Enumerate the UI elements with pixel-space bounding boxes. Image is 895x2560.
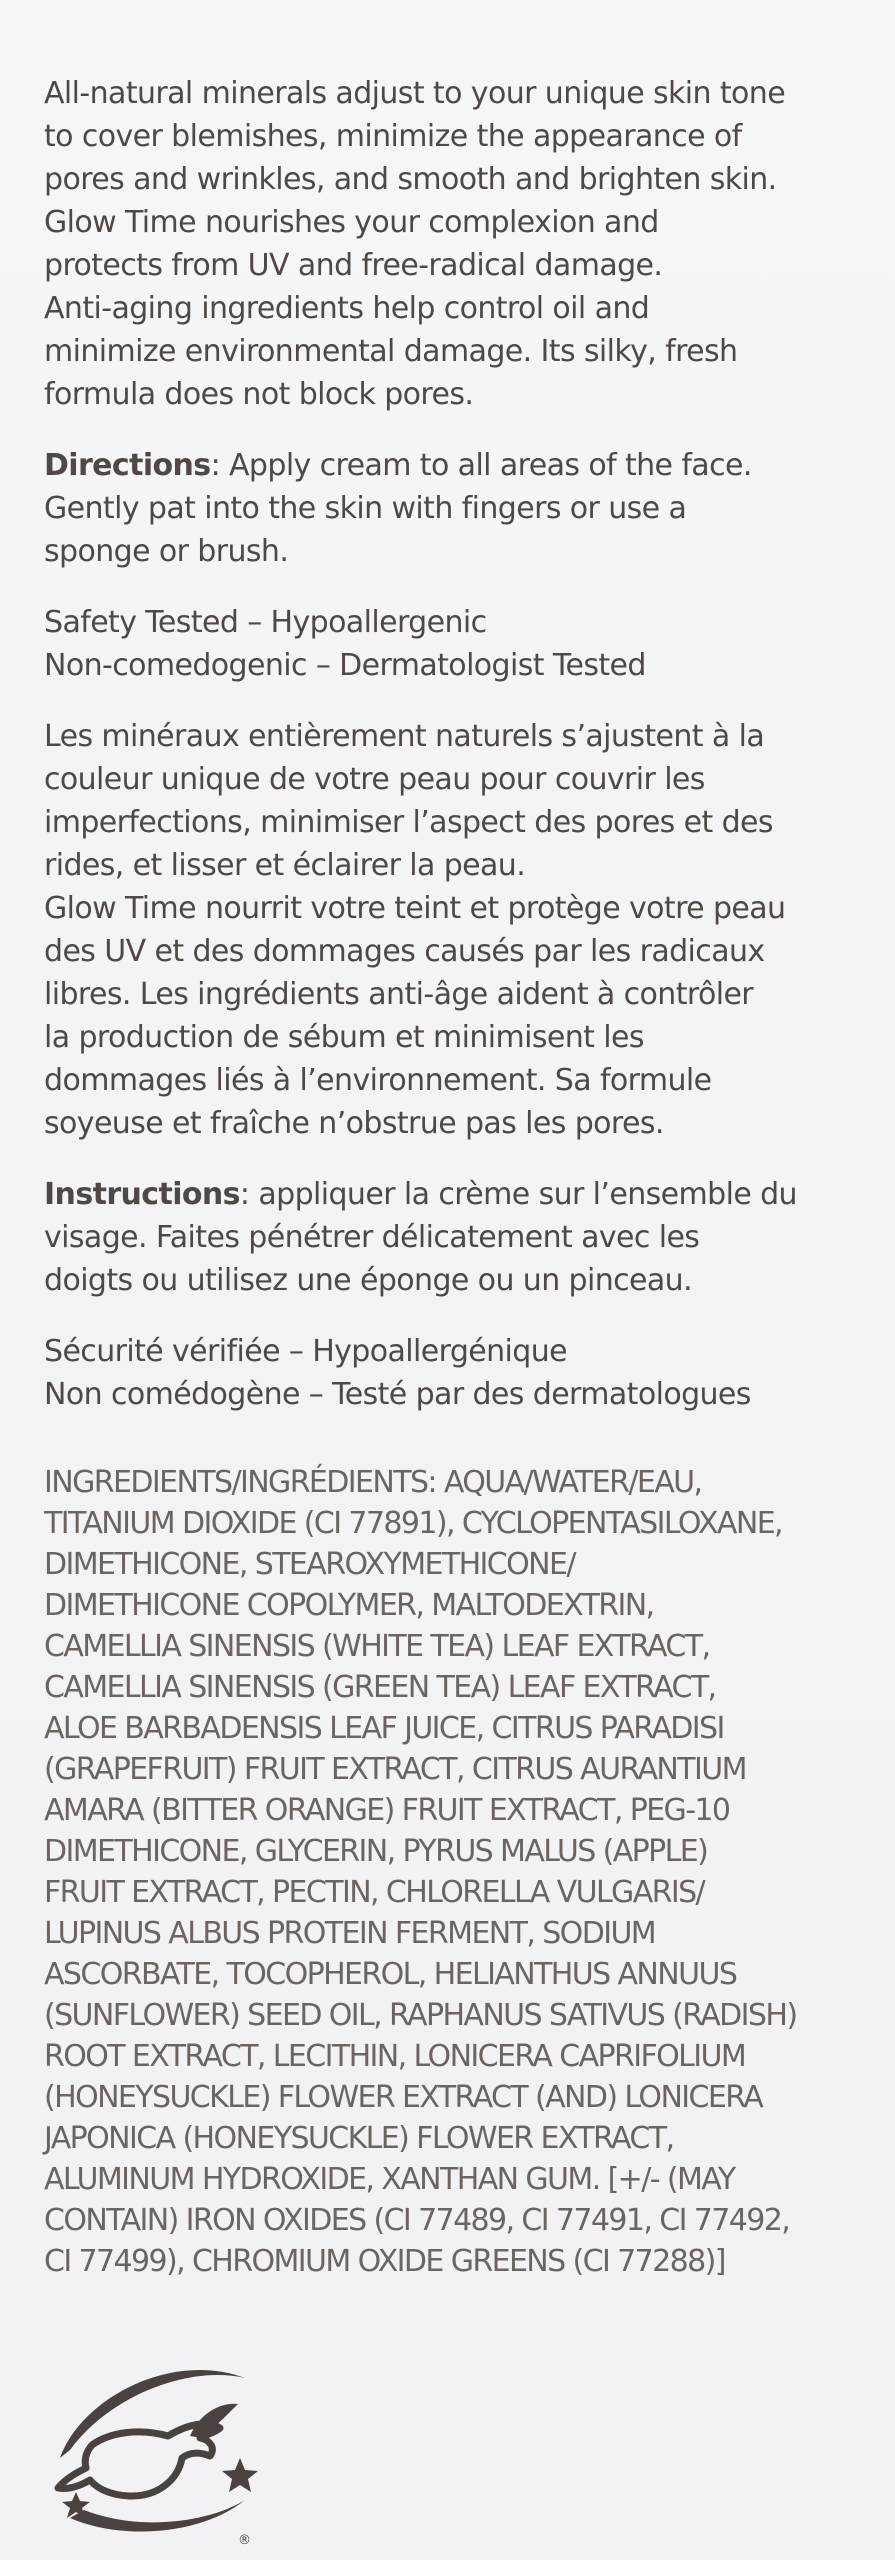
french-instructions (44, 1173, 859, 1302)
directions-text: : Apply cream to all areas of the face. (210, 448, 752, 483)
text-line: formula does not block pores. (44, 377, 474, 412)
text-line (44, 444, 859, 487)
ingredients-line: CONTAIN) IRON OXIDES (CI 77489, CI 77491, CI 77492, (44, 2203, 790, 2238)
registered-mark: ® (238, 2533, 251, 2548)
ingredients-line: AMARA (BITTER ORANGE) FRUIT EXTRACT, PEG-10 (44, 1793, 730, 1828)
text-line: Safety Tested – Hypoallergenic (44, 605, 487, 640)
instructions-text: : appliquer la crème sur l’ensemble du (239, 1177, 797, 1212)
english-safety (44, 601, 859, 687)
text-line: visage. Faites pénétrer délicatement avec les (44, 1220, 700, 1255)
text-line: imperfections, minimiser l’aspect des pores et des (44, 805, 773, 840)
text-line: doigts ou utilisez une éponge ou un pinceau. (44, 1263, 693, 1298)
text-line: la production de sébum et minimisent les (44, 1020, 644, 1055)
ingredients-line: DIMETHICONE COPOLYMER, MALTODEXTRIN, (44, 1588, 654, 1623)
text-line: minimize environmental damage. Its silky, fresh (44, 334, 738, 369)
text-line: Les minéraux entièrement naturels s’ajustent à la (44, 719, 765, 754)
text-line: Glow Time nourishes your complexion and (44, 205, 659, 240)
ingredients-line: ALUMINUM HYDROXIDE, XANTHAN GUM. [+/- (MAY (44, 2162, 735, 2197)
ingredients-list (44, 1462, 859, 2282)
french-safety (44, 1330, 859, 1416)
leaping-bunny-icon (40, 2340, 270, 2550)
ingredients-line: LUPINUS ALBUS PROTEIN FERMENT, SODIUM (44, 1916, 656, 1951)
ingredients-line: DIMETHICONE, GLYCERIN, PYRUS MALUS (APPLE) (44, 1834, 708, 1869)
directions-label: Directions (44, 448, 211, 483)
text-line: dommages liés à l’environnement. Sa formule (44, 1063, 712, 1098)
text-line: Anti-aging ingredients help control oil and (44, 291, 650, 326)
text-line: libres. Les ingrédients anti-âge aident à contrôler (44, 977, 754, 1012)
ingredients-line: CAMELLIA SINENSIS (WHITE TEA) LEAF EXTRACT, (44, 1629, 710, 1664)
text-line: pores and wrinkles, and smooth and brighten skin. (44, 162, 777, 197)
text-line: Non-comedogenic – Dermatologist Tested (44, 648, 646, 683)
text-line: des UV et des dommages causés par les radicaux (44, 934, 765, 969)
ingredients-line: INGREDIENTS/INGRÉDIENTS: AQUA/WATER/EAU, (44, 1465, 702, 1500)
text-line: Gently pat into the skin with fingers or use a (44, 491, 687, 526)
text-line (44, 1173, 859, 1216)
text-line: couleur unique de votre peau pour couvrir les (44, 762, 705, 797)
ingredients-line: CI 77499), CHROMIUM OXIDE GREENS (CI 77288)] (44, 2244, 725, 2279)
text-line: sponge or brush. (44, 534, 289, 569)
text-line: protects from UV and free-radical damage. (44, 248, 663, 283)
text-line: All-natural minerals adjust to your unique skin tone (44, 76, 786, 111)
swoosh-arc (70, 2500, 245, 2532)
ingredients-line: JAPONICA (HONEYSUCKLE) FLOWER EXTRACT, (44, 2121, 674, 2156)
french-description (44, 715, 859, 1145)
label-content (44, 72, 859, 2282)
star-icon (222, 2458, 258, 2492)
ingredients-line: ASCORBATE, TOCOPHEROL, HELIANTHUS ANNUUS (44, 1957, 737, 1992)
text-line: rides, et lisser et éclairer la peau. (44, 848, 526, 883)
ingredients-line: (HONEYSUCKLE) FLOWER EXTRACT (AND) LONICERA (44, 2080, 763, 2115)
ingredients-line: ROOT EXTRACT, LECITHIN, LONICERA CAPRIFOLIUM (44, 2039, 746, 2074)
instructions-label: Instructions (44, 1177, 240, 1212)
ingredients-line: CAMELLIA SINENSIS (GREEN TEA) LEAF EXTRACT, (44, 1670, 716, 1705)
english-directions (44, 444, 859, 573)
text-line: soyeuse et fraîche n’obstrue pas les pores. (44, 1106, 664, 1141)
english-description (44, 72, 859, 416)
ingredients-line: FRUIT EXTRACT, PECTIN, CHLORELLA VULGARIS/ (44, 1875, 705, 1910)
text-line: Glow Time nourrit votre teint et protège votre peau (44, 891, 786, 926)
ingredients-line: DIMETHICONE, STEAROXYMETHICONE/ (44, 1547, 575, 1582)
ingredients-line: TITANIUM DIOXIDE (CI 77891), CYCLOPENTASILOXANE, (44, 1506, 782, 1541)
ingredients-line: (SUNFLOWER) SEED OIL, RAPHANUS SATIVUS (RADISH) (44, 1998, 797, 2033)
text-line: Non comédogène – Testé par des dermatologues (44, 1377, 751, 1412)
text-line: Sécurité vérifiée – Hypoallergénique (44, 1334, 567, 1369)
ingredients-line: (GRAPEFRUIT) FRUIT EXTRACT, CITRUS AURANTIUM (44, 1752, 746, 1787)
text-line: to cover blemishes, minimize the appearance of (44, 119, 742, 154)
ingredients-line: ALOE BARBADENSIS LEAF JUICE, CITRUS PARADISI (44, 1711, 724, 1746)
